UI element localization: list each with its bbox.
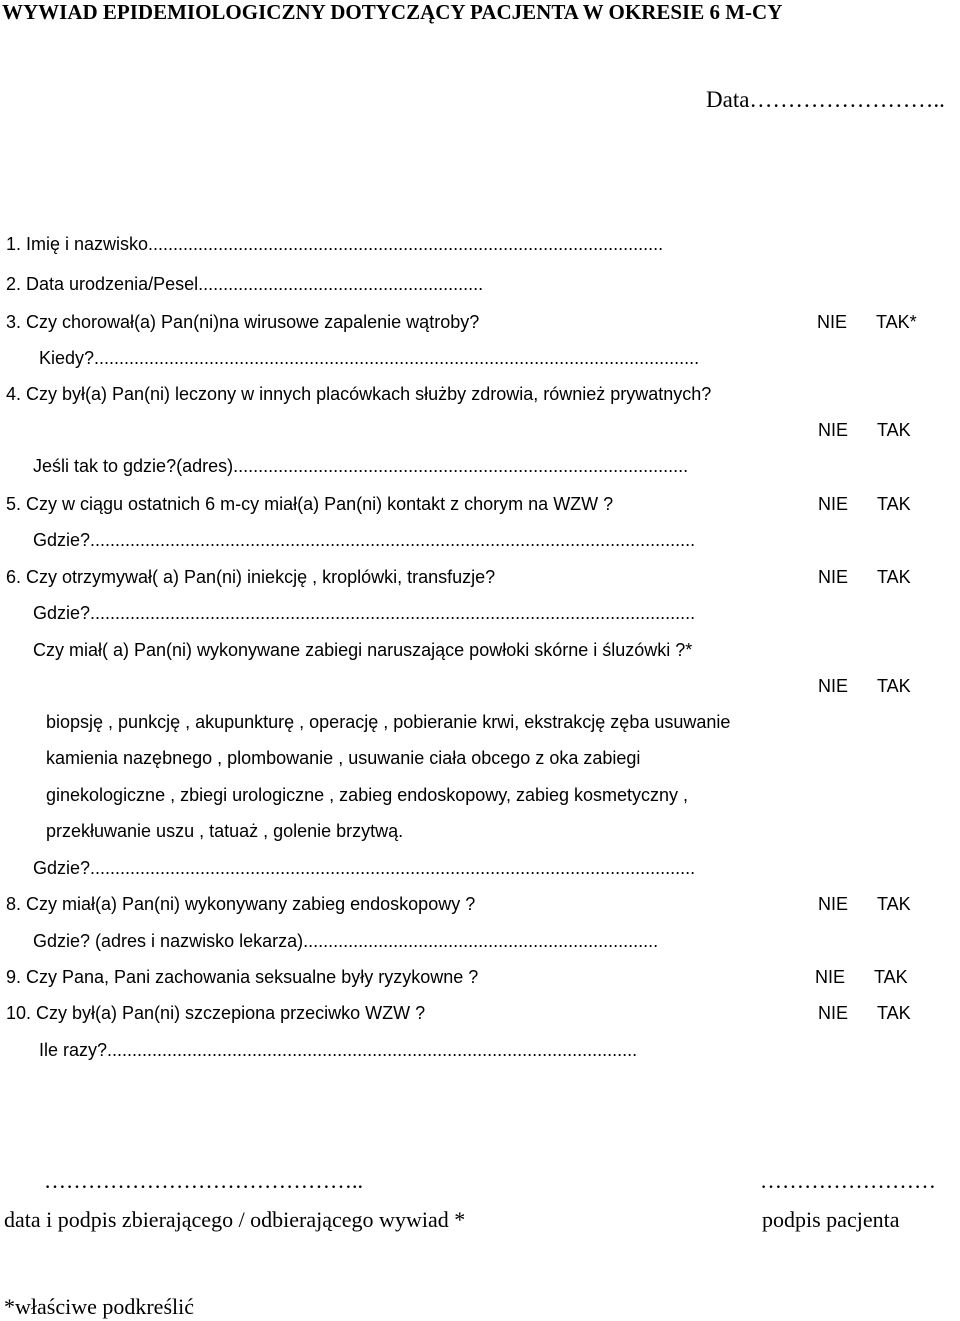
signature-dots-right: …………………… [760,1168,936,1193]
signature-label-patient: podpis pacjenta [762,1207,900,1232]
form-title: WYWIAD EPIDEMIOLOGICZNY DOTYCZĄCY PACJENTA W OKRESIE 6 M-CY [2,0,783,24]
question-5: 5. Czy w ciągu ostatnich 6 m-cy miał(a) Pan(ni) kontakt z chorym na WZW ? [6,494,614,514]
question-8: 8. Czy miał(a) Pan(ni) wykonywany zabieg endoskopowy ? [6,894,476,914]
answer-nie-7[interactable]: NIE [818,676,849,696]
question-9: 9. Czy Pana, Pani zachowania seksualne były ryzykowne ? [6,967,479,987]
answer-nie-4[interactable]: NIE [818,420,849,440]
question-7-where: Gdzie?......................................................................................................................... [33,858,696,878]
question-10-how-many: Ile razy?.......................................................................................................... [39,1040,638,1060]
answer-tak-8[interactable]: TAK [877,894,911,914]
question-3: 3. Czy chorował(a) Pan(ni)na wirusowe zapalenie wątroby? [6,312,480,332]
question-8-where: Gdzie? (adres i nazwisko lekarza)....................................................................... [33,931,659,951]
question-5-where: Gdzie?......................................................................................................................... [33,530,696,550]
answer-tak-10[interactable]: TAK [877,1003,911,1023]
procedure-list-line-2: kamienia nazębnego , plombowanie , usuwanie ciała obcego z oka zabiegi [46,748,641,768]
procedure-list-line-4: przekłuwanie uszu , tatuaż , golenie brzytwą. [46,821,404,841]
answer-nie-8[interactable]: NIE [818,894,849,914]
answer-tak-6[interactable]: TAK [877,567,911,587]
question-4: 4. Czy był(a) Pan(ni) leczony w innych placówkach służby zdrowia, również prywatnych? [6,384,712,404]
question-10: 10. Czy był(a) Pan(ni) szczepiona przeciwko WZW ? [6,1003,426,1023]
procedure-list-line-3: ginekologiczne , zbiegi urologiczne , zabieg endoskopowy, zabieg kosmetyczny , [46,785,689,805]
answer-nie-9[interactable]: NIE [815,967,846,987]
signature-dots-left: …………………………………….. [44,1168,363,1193]
question-1: 1. Imię i nazwisko....................................................................................................... [6,234,664,254]
answer-nie-3[interactable]: NIE [817,312,848,332]
answer-tak-3[interactable]: TAK* [876,312,917,332]
question-6: 6. Czy otrzymywał( a) Pan(ni) iniekcję , kroplówki, transfuzje? [6,567,496,587]
question-7: Czy miał( a) Pan(ni) wykonywane zabiegi naruszające powłoki skórne i śluzówki ?* [33,640,693,660]
date-line: Data…………………….. [706,87,945,112]
signature-label-collector: data i podpis zbierającego / odbierającego wywiad * [4,1207,466,1232]
answer-tak-5[interactable]: TAK [877,494,911,514]
procedure-list-line-1: biopsję , punkcję , akupunkturę , operację , pobieranie krwi, ekstrakcję zęba usuwanie [46,712,731,732]
question-6-where: Gdzie?......................................................................................................................... [33,603,696,623]
answer-tak-4[interactable]: TAK [877,420,911,440]
footnote: *właściwe podkreślić [4,1294,194,1319]
answer-nie-5[interactable]: NIE [818,494,849,514]
question-4-where: Jeśli tak to gdzie?(adres)........................................................................................... [33,456,689,476]
question-3-when: Kiedy?......................................................................................................................... [39,348,700,368]
answer-nie-6[interactable]: NIE [818,567,849,587]
question-2: 2. Data urodzenia/Pesel......................................................... [6,274,484,294]
answer-tak-9[interactable]: TAK [874,967,908,987]
answer-nie-10[interactable]: NIE [818,1003,849,1023]
answer-tak-7[interactable]: TAK [877,676,911,696]
